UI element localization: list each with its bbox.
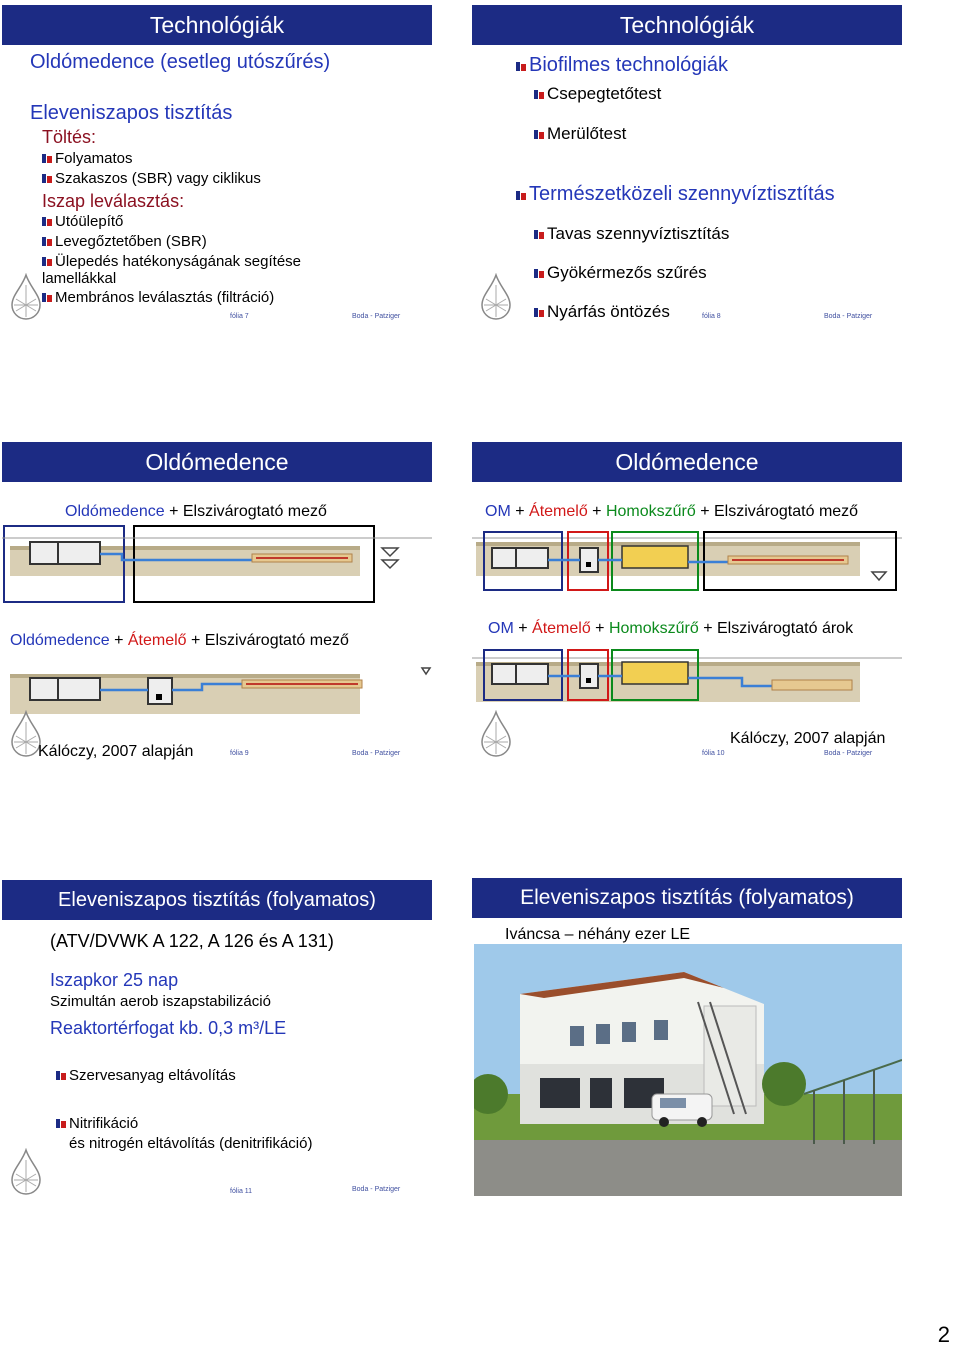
slide-number: fólia 8 bbox=[702, 313, 721, 320]
slide-title: Oldómedence (esetleg utószűrés) bbox=[30, 51, 331, 73]
diagram-caption: Oldómedence + Elszivárogtató mező bbox=[65, 503, 327, 520]
fill-label: Töltés: bbox=[42, 127, 97, 147]
slide-author: Boda - Patziger bbox=[352, 313, 401, 320]
slide-subtitle: Eleveniszapos tisztítás bbox=[30, 102, 233, 124]
slide-number: fólia 10 bbox=[702, 750, 725, 757]
bullet-icon bbox=[534, 89, 545, 100]
list-item: Levegőztetőben (SBR) bbox=[42, 233, 207, 250]
slide-author: Boda - Patziger bbox=[824, 313, 873, 320]
list-item: Ülepedés hatékonyságának segítése bbox=[42, 253, 301, 270]
slide-number: fólia 9 bbox=[230, 750, 249, 757]
slide-header: Technológiák bbox=[472, 5, 902, 45]
slide-7 bbox=[2, 5, 432, 335]
drop-logo-icon bbox=[8, 1148, 44, 1196]
list-item: Szakaszos (SBR) vagy ciklikus bbox=[42, 170, 261, 187]
diagram-caption: OM + Átemelő + Homokszűrő + Elszivárogtató árok bbox=[488, 620, 854, 637]
bullet-icon bbox=[516, 61, 527, 72]
list-item: Folyamatos bbox=[42, 150, 133, 167]
bullet-icon bbox=[42, 173, 53, 184]
bullet-icon bbox=[516, 190, 527, 201]
page-number: 2 bbox=[937, 1322, 950, 1347]
bullet-icon bbox=[56, 1118, 67, 1129]
slide-number: fólia 7 bbox=[230, 313, 249, 320]
separation-label: Iszap leválasztás: bbox=[42, 191, 185, 211]
reactor-volume: Reaktortérfogat kb. 0,3 m³/LE bbox=[50, 1018, 287, 1038]
slide-header: Eleveniszapos tisztítás (folyamatos) bbox=[2, 880, 432, 920]
bullet-icon bbox=[534, 307, 545, 318]
biofilm-title: Biofilmes technológiák bbox=[516, 54, 728, 77]
slide-header: Technológiák bbox=[2, 5, 432, 45]
list-item: Merülőtest bbox=[534, 124, 626, 144]
list-item: Szervesanyag eltávolítás bbox=[56, 1067, 236, 1084]
standard-reference: (ATV/DVWK A 122, A 126 és A 131) bbox=[50, 931, 334, 951]
bullet-icon bbox=[56, 1070, 67, 1081]
slide-header: Oldómedence bbox=[2, 442, 432, 482]
list-item: Utóülepítő bbox=[42, 213, 123, 230]
drop-logo-icon bbox=[478, 273, 514, 321]
slide-10 bbox=[472, 442, 902, 772]
slide-author: Boda - Patziger bbox=[352, 1186, 401, 1193]
list-item: Nitrifikáció bbox=[56, 1115, 138, 1132]
bullet-icon bbox=[534, 229, 545, 240]
natural-title: Természetközeli szennyvíztisztítás bbox=[516, 183, 835, 206]
slide-12 bbox=[472, 878, 902, 1208]
stabilisation-note: Szimultán aerob iszapstabilizáció bbox=[50, 993, 271, 1010]
slide-author: Boda - Patziger bbox=[352, 750, 401, 757]
sludge-age: Iszapkor 25 nap bbox=[50, 970, 179, 990]
list-item: Membrános leválasztás (filtráció) bbox=[42, 289, 274, 306]
diagram-caption: Oldómedence + Átemelő + Elszivárogtató mező bbox=[10, 632, 349, 649]
bullet-icon bbox=[534, 268, 545, 279]
bullet-icon bbox=[42, 236, 53, 247]
list-item-continuation: lamellákkal bbox=[42, 270, 117, 287]
bullet-icon bbox=[42, 153, 53, 164]
list-item-continuation: és nitrogén eltávolítás (denitrifikáció) bbox=[69, 1135, 313, 1152]
treatment-plant-photo bbox=[474, 944, 902, 1196]
slide-9 bbox=[2, 442, 432, 772]
om-pump-sandfilter-field-diagram bbox=[472, 528, 902, 594]
drop-logo-icon bbox=[8, 273, 44, 321]
source-note: Kálóczy, 2007 alapján bbox=[38, 743, 194, 760]
source-note: Kálóczy, 2007 alapján bbox=[730, 730, 886, 747]
diagram-caption: OM + Átemelő + Homokszűrő + Elszivárogtató mező bbox=[485, 503, 859, 520]
slide-author: Boda - Patziger bbox=[824, 750, 873, 757]
bullet-icon bbox=[42, 216, 53, 227]
om-pump-sandfilter-trench-diagram bbox=[472, 646, 902, 730]
slide-header: Eleveniszapos tisztítás (folyamatos) bbox=[472, 878, 902, 918]
list-item: Csepegtetőtest bbox=[534, 84, 661, 104]
slide-8 bbox=[472, 5, 902, 335]
bullet-icon bbox=[42, 256, 53, 267]
drop-logo-icon bbox=[478, 710, 514, 758]
list-item: Gyökérmezős szűrés bbox=[534, 263, 707, 283]
photo-caption: Iváncsa – néhány ezer LE bbox=[505, 926, 691, 943]
bullet-icon bbox=[534, 129, 545, 140]
slide-header: Oldómedence bbox=[472, 442, 902, 482]
slide-number: fólia 11 bbox=[230, 1188, 253, 1195]
septic-tank-diagram bbox=[2, 524, 432, 606]
list-item: Tavas szennyvíztisztítás bbox=[534, 224, 729, 244]
slide-11 bbox=[2, 880, 432, 1210]
septic-tank-pump-diagram bbox=[2, 660, 432, 742]
list-item: Nyárfás öntözés bbox=[534, 302, 670, 322]
